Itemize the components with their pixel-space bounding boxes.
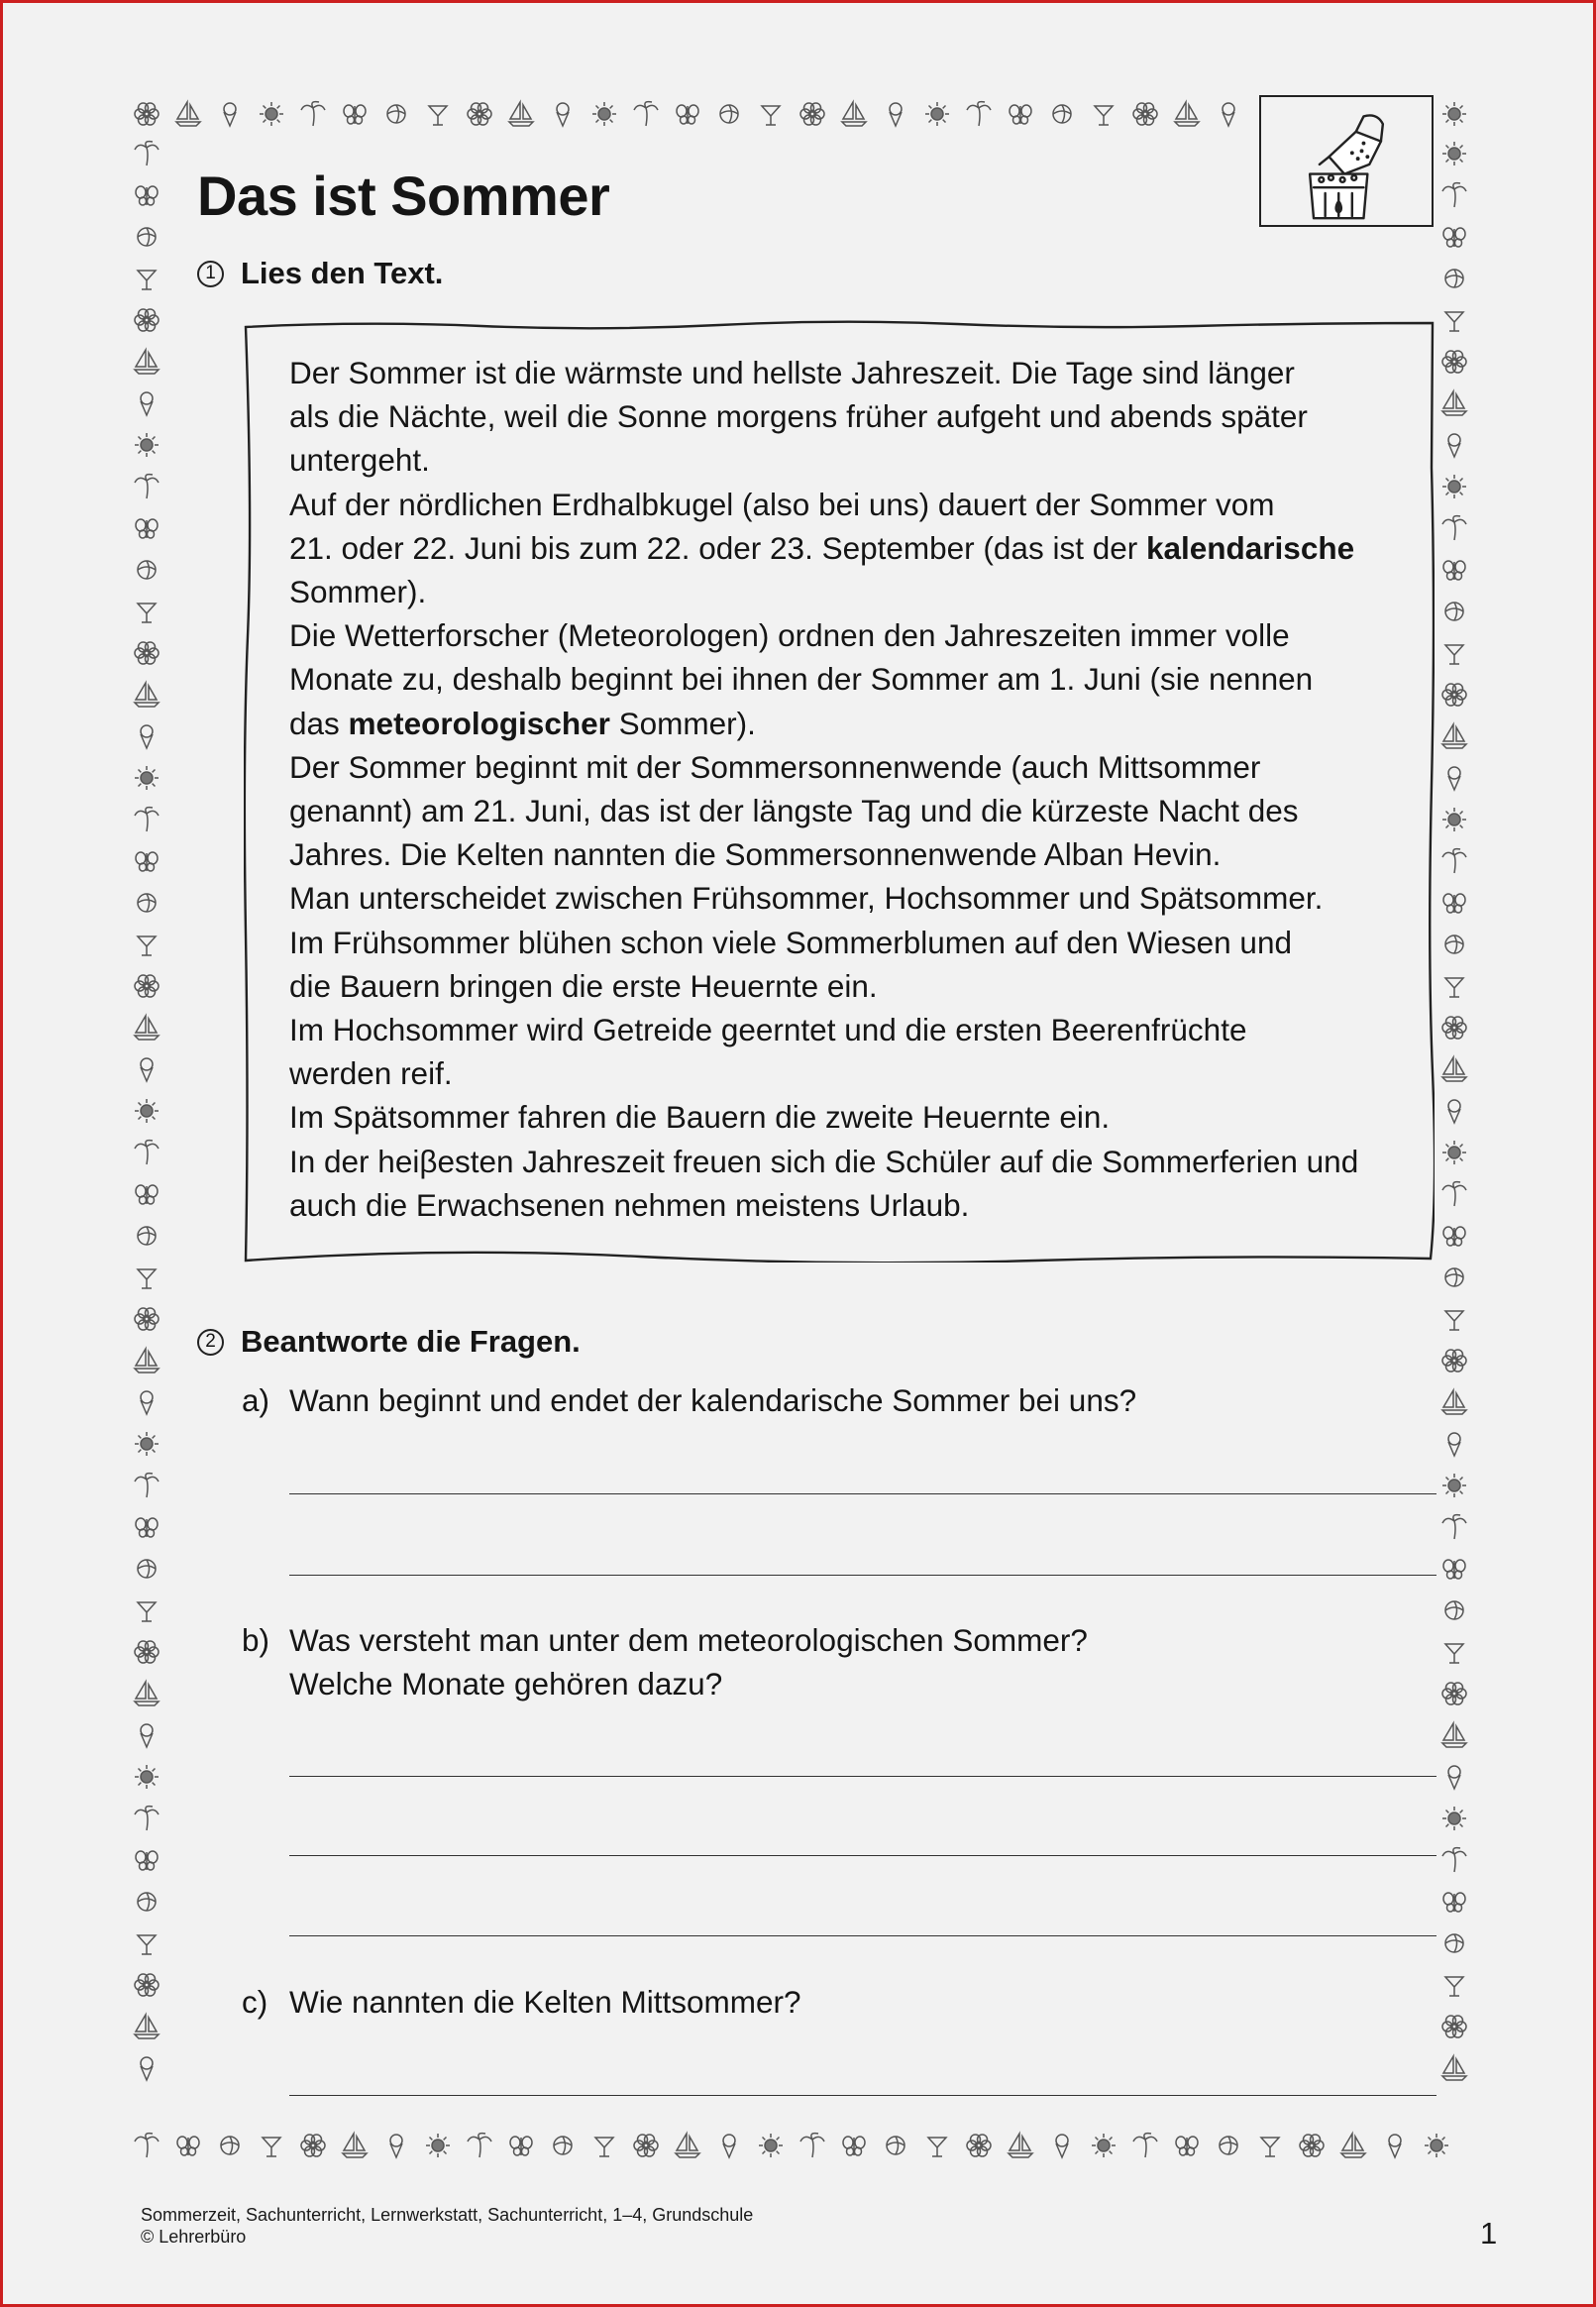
butterfly-icon bbox=[1010, 105, 1031, 124]
beach-ball-icon bbox=[387, 105, 405, 123]
drink-icon bbox=[595, 2138, 613, 2156]
reading-line: das meteorologischer Sommer). bbox=[289, 705, 756, 741]
beach-ball-icon bbox=[720, 105, 738, 123]
page-title: Das ist Sommer bbox=[197, 165, 610, 227]
sun-icon bbox=[1442, 808, 1466, 831]
sun-icon bbox=[1092, 2134, 1116, 2157]
palm-tree-icon bbox=[800, 2134, 824, 2157]
sun-icon bbox=[135, 433, 159, 457]
butterfly-icon bbox=[136, 519, 158, 538]
drink-icon bbox=[138, 1935, 156, 1954]
sun-icon bbox=[1442, 475, 1466, 498]
flower-icon bbox=[1442, 2016, 1466, 2037]
reading-line: die Bauern bringen die erste Heuernte ein. bbox=[289, 967, 878, 1004]
palm-tree-icon bbox=[1442, 1515, 1466, 1539]
butterfly-icon bbox=[1176, 2137, 1198, 2155]
flower-icon bbox=[135, 103, 159, 125]
drink-icon bbox=[928, 2138, 946, 2156]
sailboat-icon bbox=[1442, 1390, 1466, 1414]
ice-cream-icon bbox=[1223, 103, 1234, 126]
flower-icon bbox=[1442, 1683, 1466, 1704]
sun-icon bbox=[135, 766, 159, 790]
drink-icon bbox=[263, 2138, 280, 2156]
question-letter: b) bbox=[242, 1622, 270, 1658]
ice-cream-icon bbox=[557, 103, 569, 126]
task-2-heading bbox=[197, 1324, 581, 1360]
ice-cream-icon bbox=[1448, 1100, 1460, 1123]
flower-icon bbox=[135, 1308, 159, 1330]
sailboat-icon bbox=[1442, 1723, 1466, 1747]
palm-tree-icon bbox=[135, 1141, 159, 1164]
footer bbox=[141, 2204, 753, 2248]
flower-icon bbox=[1442, 351, 1466, 373]
flower-icon bbox=[1133, 103, 1157, 125]
flower-icon bbox=[135, 642, 159, 664]
butterfly-icon bbox=[1443, 1227, 1465, 1246]
flower-icon bbox=[1300, 2135, 1324, 2156]
task-1-heading bbox=[197, 256, 443, 291]
beach-ball-icon bbox=[1445, 1934, 1463, 1952]
question-b bbox=[242, 1618, 1429, 1705]
sun-icon bbox=[426, 2134, 450, 2157]
flower-icon bbox=[1442, 1017, 1466, 1039]
sailboat-icon bbox=[1442, 1057, 1466, 1081]
flower-icon bbox=[468, 103, 491, 125]
reading-line: 21. oder 22. Juni bis zum 22. oder 23. September (das ist der kalendarische bbox=[289, 529, 1355, 566]
sun-icon bbox=[1442, 1807, 1466, 1830]
sailboat-icon bbox=[343, 2134, 367, 2157]
drink-icon bbox=[138, 936, 156, 955]
sun-icon bbox=[1442, 1141, 1466, 1164]
palm-tree-icon bbox=[1442, 183, 1466, 207]
reading-line: Monate zu, deshalb beginnt bei ihnen der Sommer am 1. Juni (sie nennen bbox=[289, 661, 1314, 698]
palm-tree-icon bbox=[135, 2134, 159, 2157]
palm-tree-icon bbox=[634, 102, 658, 126]
sailboat-icon bbox=[1009, 2134, 1032, 2157]
drink-icon bbox=[1445, 978, 1463, 997]
palm-tree-icon bbox=[135, 1807, 159, 1830]
drink-icon bbox=[1445, 1311, 1463, 1330]
drink-icon bbox=[138, 1602, 156, 1621]
reading-line: Sommer). bbox=[289, 574, 427, 610]
beach-ball-icon bbox=[1445, 270, 1463, 287]
palm-tree-icon bbox=[468, 2134, 491, 2157]
sailboat-icon bbox=[135, 1682, 159, 1705]
butterfly-icon bbox=[136, 852, 158, 871]
drink-icon bbox=[1445, 645, 1463, 664]
ice-cream-icon bbox=[890, 103, 902, 126]
ice-cream-icon bbox=[224, 103, 236, 126]
flower-icon bbox=[1442, 684, 1466, 706]
sun-icon bbox=[592, 102, 616, 126]
reading-line: als die Nächte, weil die Sonne morgens früher aufgeht und abends später bbox=[289, 398, 1308, 435]
palm-tree-icon bbox=[135, 1474, 159, 1497]
sailboat-icon bbox=[1442, 2056, 1466, 2080]
drink-icon bbox=[429, 106, 447, 125]
answer-line-a2[interactable] bbox=[289, 1575, 1436, 1576]
sun-icon bbox=[1442, 1474, 1466, 1497]
task-number-2: 2 bbox=[197, 1329, 224, 1356]
sun-icon bbox=[925, 102, 949, 126]
reading-text bbox=[289, 351, 1429, 1227]
palm-tree-icon bbox=[135, 142, 159, 165]
palm-tree-icon bbox=[1442, 516, 1466, 540]
ice-cream-icon bbox=[1448, 434, 1460, 457]
reading-line: untergeht. bbox=[289, 442, 430, 479]
drink-icon bbox=[1445, 1644, 1463, 1663]
drink-icon bbox=[138, 271, 156, 289]
question-c bbox=[242, 1980, 1429, 2024]
ice-cream-icon bbox=[723, 2135, 735, 2157]
flower-icon bbox=[1442, 1350, 1466, 1372]
sailboat-icon bbox=[135, 1016, 159, 1040]
sailboat-icon bbox=[135, 683, 159, 707]
answer-line-b3[interactable] bbox=[289, 1935, 1436, 1936]
palm-tree-icon bbox=[135, 475, 159, 498]
sun-icon bbox=[135, 1765, 159, 1789]
beach-ball-icon bbox=[138, 1893, 156, 1911]
ice-cream-icon bbox=[1056, 2135, 1068, 2157]
palm-tree-icon bbox=[1442, 849, 1466, 873]
answer-line-b1[interactable] bbox=[289, 1776, 1436, 1777]
palm-tree-icon bbox=[1133, 2134, 1157, 2157]
reading-line: genannt) am 21. Juni, das ist der längste Tag und die kürzeste Nacht des bbox=[289, 793, 1299, 829]
butterfly-icon bbox=[136, 186, 158, 205]
reading-line: Im Hochsommer wird Getreide geerntet und die ersten Beerenfrüchte bbox=[289, 1012, 1247, 1048]
watering-can-icon bbox=[1261, 97, 1432, 225]
sailboat-icon bbox=[135, 1349, 159, 1373]
beach-ball-icon bbox=[138, 1227, 156, 1245]
butterfly-icon bbox=[136, 1185, 158, 1204]
palm-tree-icon bbox=[967, 102, 991, 126]
ice-cream-icon bbox=[141, 1058, 153, 1081]
flower-icon bbox=[135, 1974, 159, 1996]
beach-ball-icon bbox=[1445, 1268, 1463, 1286]
sun-icon bbox=[759, 2134, 783, 2157]
reading-line: Im Frühsommer blühen schon viele Sommerblumen auf den Wiesen und bbox=[289, 924, 1292, 960]
butterfly-icon bbox=[510, 2137, 532, 2155]
beach-ball-icon bbox=[1445, 935, 1463, 953]
drink-icon bbox=[138, 604, 156, 622]
reading-line: Der Sommer ist die wärmste und hellste Jahreszeit. Die Tage sind länger bbox=[289, 355, 1295, 390]
beach-ball-icon bbox=[221, 2137, 239, 2154]
reading-line: Die Wetterforscher (Meteorologen) ordnen den Jahreszeiten immer volle bbox=[289, 617, 1290, 654]
palm-tree-icon bbox=[301, 102, 325, 126]
sailboat-icon bbox=[676, 2134, 699, 2157]
task-2-label: Beantworte die Fragen. bbox=[241, 1324, 581, 1359]
butterfly-icon bbox=[677, 105, 698, 124]
sailboat-icon bbox=[1442, 724, 1466, 748]
question-letter: a) bbox=[242, 1382, 270, 1418]
sailboat-icon bbox=[1341, 2134, 1365, 2157]
reading-line: In der heiβesten Jahreszeit freuen sich die Schüler auf die Sommerferien und bbox=[289, 1143, 1359, 1179]
reading-line: Man unterscheidet zwischen Frühsommer, Hochsommer und Spätsommer. bbox=[289, 880, 1324, 917]
watering-can-illustration bbox=[1259, 95, 1434, 227]
ice-cream-icon bbox=[1389, 2135, 1401, 2157]
task-1-label: Lies den Text. bbox=[241, 256, 444, 290]
question-text: Was versteht man unter dem meteorologischen Sommer? bbox=[289, 1622, 1088, 1658]
ice-cream-icon bbox=[1448, 1433, 1460, 1456]
beach-ball-icon bbox=[554, 2137, 572, 2154]
question-letter: c) bbox=[242, 1984, 268, 2020]
flower-icon bbox=[135, 975, 159, 997]
flower-icon bbox=[135, 1641, 159, 1663]
butterfly-icon bbox=[1443, 228, 1465, 247]
ice-cream-icon bbox=[1448, 1766, 1460, 1789]
drink-icon bbox=[1445, 1977, 1463, 1996]
page-number: 1 bbox=[1480, 2216, 1498, 2251]
flower-icon bbox=[967, 2135, 991, 2156]
butterfly-icon bbox=[1443, 894, 1465, 913]
drink-icon bbox=[1095, 106, 1113, 125]
reading-line: werden reif. bbox=[289, 1055, 453, 1092]
beach-ball-icon bbox=[1053, 105, 1071, 123]
butterfly-icon bbox=[1443, 561, 1465, 580]
beach-ball-icon bbox=[1220, 2137, 1237, 2154]
beach-ball-icon bbox=[138, 1560, 156, 1578]
sailboat-icon bbox=[1175, 102, 1199, 126]
beach-ball-icon bbox=[1445, 603, 1463, 620]
beach-ball-icon bbox=[887, 2137, 904, 2154]
butterfly-icon bbox=[1443, 1893, 1465, 1912]
task-number-1: 1 bbox=[197, 261, 224, 287]
ice-cream-icon bbox=[390, 2135, 402, 2157]
answer-line-c1[interactable] bbox=[289, 2095, 1436, 2096]
question-text: Welche Monate gehören dazu? bbox=[289, 1666, 723, 1702]
question-a bbox=[242, 1378, 1429, 1422]
ice-cream-icon bbox=[141, 2057, 153, 2080]
butterfly-icon bbox=[136, 1851, 158, 1870]
sailboat-icon bbox=[176, 102, 200, 126]
beach-ball-icon bbox=[138, 561, 156, 579]
drink-icon bbox=[762, 106, 780, 125]
reading-text-box bbox=[244, 319, 1435, 1263]
question-text: Wie nannten die Kelten Mittsommer? bbox=[289, 1984, 801, 2020]
beach-ball-icon bbox=[138, 894, 156, 912]
butterfly-icon bbox=[1443, 1560, 1465, 1579]
butterfly-icon bbox=[136, 1518, 158, 1537]
flower-icon bbox=[800, 103, 824, 125]
beach-ball-icon bbox=[138, 228, 156, 246]
sailboat-icon bbox=[135, 350, 159, 374]
flower-icon bbox=[301, 2135, 325, 2156]
sailboat-icon bbox=[135, 2015, 159, 2038]
butterfly-icon bbox=[344, 105, 366, 124]
sun-icon bbox=[1425, 2134, 1448, 2157]
drink-icon bbox=[1261, 2138, 1279, 2156]
sailboat-icon bbox=[1442, 391, 1466, 415]
palm-tree-icon bbox=[1442, 1182, 1466, 1206]
answer-line-b2[interactable] bbox=[289, 1855, 1436, 1856]
butterfly-icon bbox=[177, 2137, 199, 2155]
sailboat-icon bbox=[842, 102, 866, 126]
sailboat-icon bbox=[509, 102, 533, 126]
flower-icon bbox=[634, 2135, 658, 2156]
ice-cream-icon bbox=[1448, 767, 1460, 790]
reading-line: Jahres. Die Kelten nannten die Sommersonnenwende Alban Hevin. bbox=[289, 836, 1222, 873]
sun-icon bbox=[135, 1432, 159, 1456]
ice-cream-icon bbox=[141, 1391, 153, 1414]
palm-tree-icon bbox=[1442, 1848, 1466, 1872]
sun-icon bbox=[1442, 102, 1466, 126]
answer-line-a1[interactable] bbox=[289, 1493, 1436, 1494]
drink-icon bbox=[138, 1269, 156, 1288]
footer-source: Sommerzeit, Sachunterricht, Lernwerkstatt, Sachunterricht, 1–4, Grundschule bbox=[141, 2205, 754, 2225]
palm-tree-icon bbox=[135, 808, 159, 831]
beach-ball-icon bbox=[1445, 1601, 1463, 1619]
sun-icon bbox=[135, 1099, 159, 1123]
footer-copyright: © Lehrerbüro bbox=[141, 2227, 247, 2247]
reading-line: Der Sommer beginnt mit der Sommersonnenwende (auch Mittsommer bbox=[289, 748, 1261, 785]
sun-icon bbox=[260, 102, 283, 126]
flower-icon bbox=[135, 309, 159, 331]
ice-cream-icon bbox=[141, 725, 153, 748]
question-text: Wann beginnt und endet der kalendarische Sommer bei uns? bbox=[289, 1382, 1137, 1418]
reading-line: Auf der nördlichen Erdhalbkugel (also bei uns) dauert der Sommer vom bbox=[289, 486, 1275, 522]
ice-cream-icon bbox=[141, 392, 153, 415]
butterfly-icon bbox=[843, 2137, 865, 2155]
reading-line: auch die Erwachsenen nehmen meistens Urlaub. bbox=[289, 1186, 970, 1223]
ice-cream-icon bbox=[141, 1724, 153, 1747]
sun-icon bbox=[1442, 142, 1466, 165]
reading-line: Im Spätsommer fahren die Bauern die zweite Heuernte ein. bbox=[289, 1099, 1111, 1136]
drink-icon bbox=[1445, 312, 1463, 331]
